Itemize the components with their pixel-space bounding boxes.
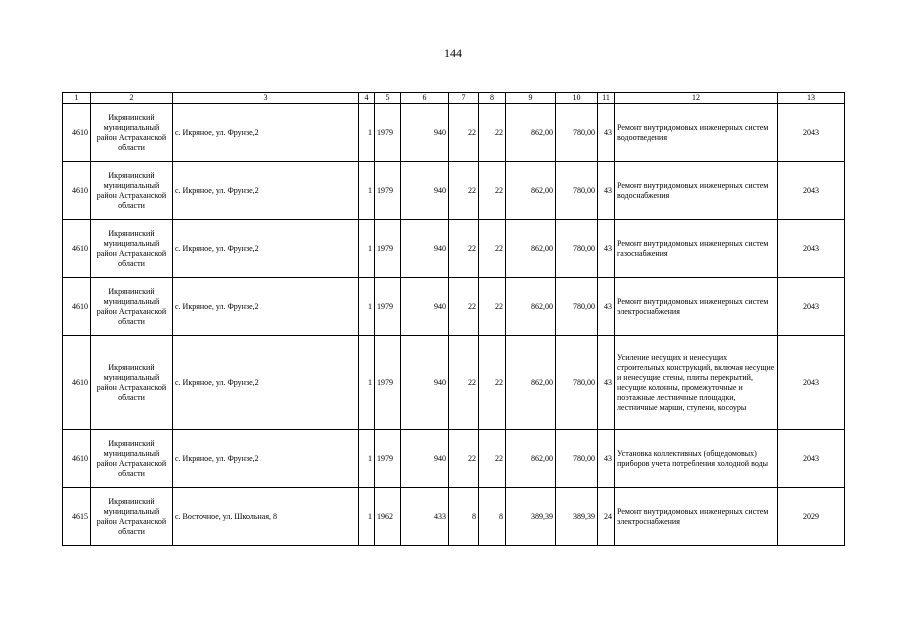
address-cell: с. Икряное, ул. Фрунзе,2 <box>173 278 359 336</box>
table-row <box>63 162 845 220</box>
column-header: 2 <box>91 93 173 104</box>
address-cell: с. Восточное, ул. Школьная, 8 <box>173 488 359 546</box>
column-header: 13 <box>778 93 845 104</box>
col4-cell: 1 <box>359 162 375 220</box>
col4-cell: 1 <box>359 430 375 488</box>
district-cell: Икрянинский муниципальный район Астраханской области <box>91 220 173 278</box>
col9-cell: 862,00 <box>506 162 556 220</box>
capital-repair-table <box>62 92 845 546</box>
table-row <box>63 104 845 162</box>
plan-year-cell: 2043 <box>778 278 845 336</box>
build-year-cell: 1979 <box>375 220 401 278</box>
column-header: 8 <box>479 93 506 104</box>
table-row <box>63 488 845 546</box>
col4-cell: 1 <box>359 488 375 546</box>
column-header: 9 <box>506 93 556 104</box>
column-header: 11 <box>598 93 615 104</box>
district-cell: Икрянинский муниципальный район Астраханской области <box>91 336 173 430</box>
column-header: 1 <box>63 93 91 104</box>
col10-cell: 780,00 <box>556 430 598 488</box>
col8-cell: 22 <box>479 220 506 278</box>
column-header: 7 <box>449 93 479 104</box>
plan-year-cell: 2043 <box>778 104 845 162</box>
col4-cell: 1 <box>359 220 375 278</box>
table-row <box>63 220 845 278</box>
col6-cell: 940 <box>401 220 449 278</box>
address-cell: с. Икряное, ул. Фрунзе,2 <box>173 104 359 162</box>
district-cell: Икрянинский муниципальный район Астраханской области <box>91 278 173 336</box>
plan-year-cell: 2043 <box>778 430 845 488</box>
plan-year-cell: 2043 <box>778 220 845 278</box>
build-year-cell: 1979 <box>375 162 401 220</box>
row-id: 4610 <box>63 430 91 488</box>
work-type-cell: Ремонт внутридомовых инженерных систем водоснабжения <box>615 162 778 220</box>
col9-cell: 389,39 <box>506 488 556 546</box>
address-cell: с. Икряное, ул. Фрунзе,2 <box>173 336 359 430</box>
table-row <box>63 336 845 430</box>
column-header: 10 <box>556 93 598 104</box>
column-header: 6 <box>401 93 449 104</box>
row-id: 4610 <box>63 336 91 430</box>
col7-cell: 22 <box>449 336 479 430</box>
district-cell: Икрянинский муниципальный район Астраханской области <box>91 430 173 488</box>
col9-cell: 862,00 <box>506 220 556 278</box>
row-id: 4610 <box>63 162 91 220</box>
build-year-cell: 1979 <box>375 430 401 488</box>
col10-cell: 780,00 <box>556 278 598 336</box>
col11-cell: 43 <box>598 162 615 220</box>
address-cell: с. Икряное, ул. Фрунзе,2 <box>173 162 359 220</box>
plan-year-cell: 2043 <box>778 336 845 430</box>
col7-cell: 8 <box>449 488 479 546</box>
work-type-cell: Ремонт внутридомовых инженерных систем электроснабжения <box>615 488 778 546</box>
table-row <box>63 278 845 336</box>
col9-cell: 862,00 <box>506 336 556 430</box>
col6-cell: 940 <box>401 336 449 430</box>
col11-cell: 24 <box>598 488 615 546</box>
column-header: 3 <box>173 93 359 104</box>
col8-cell: 22 <box>479 278 506 336</box>
address-cell: с. Икряное, ул. Фрунзе,2 <box>173 220 359 278</box>
district-cell: Икрянинский муниципальный район Астраханской области <box>91 162 173 220</box>
col10-cell: 780,00 <box>556 104 598 162</box>
col7-cell: 22 <box>449 162 479 220</box>
col10-cell: 780,00 <box>556 162 598 220</box>
column-number-row <box>63 93 845 104</box>
col9-cell: 862,00 <box>506 278 556 336</box>
col6-cell: 433 <box>401 488 449 546</box>
col8-cell: 8 <box>479 488 506 546</box>
column-header: 4 <box>359 93 375 104</box>
work-type-cell: Установка коллективных (общедомовых) приборов учета потребления холодной воды <box>615 430 778 488</box>
col6-cell: 940 <box>401 162 449 220</box>
work-type-cell: Усиление несущих и ненесущих строительных конструкций, включая несущие и ненесущие стены, плиты перекрытий, несущие колонны, промежуточные и поэтажные лестничные площадки, лестничные марши, ступени, косоуры <box>615 336 778 430</box>
plan-year-cell: 2029 <box>778 488 845 546</box>
column-header: 5 <box>375 93 401 104</box>
build-year-cell: 1979 <box>375 104 401 162</box>
plan-year-cell: 2043 <box>778 162 845 220</box>
row-id: 4615 <box>63 488 91 546</box>
col4-cell: 1 <box>359 278 375 336</box>
col4-cell: 1 <box>359 104 375 162</box>
col7-cell: 22 <box>449 430 479 488</box>
col8-cell: 22 <box>479 336 506 430</box>
district-cell: Икрянинский муниципальный район Астраханской области <box>91 104 173 162</box>
work-type-cell: Ремонт внутридомовых инженерных систем газоснабжения <box>615 220 778 278</box>
col10-cell: 780,00 <box>556 220 598 278</box>
work-type-cell: Ремонт внутридомовых инженерных систем водоотведения <box>615 104 778 162</box>
col4-cell: 1 <box>359 336 375 430</box>
page-number: 144 <box>444 46 462 60</box>
district-cell: Икрянинский муниципальный район Астраханской области <box>91 488 173 546</box>
row-id: 4610 <box>63 104 91 162</box>
col7-cell: 22 <box>449 104 479 162</box>
row-id: 4610 <box>63 278 91 336</box>
work-type-cell: Ремонт внутридомовых инженерных систем электроснабжения <box>615 278 778 336</box>
col8-cell: 22 <box>479 430 506 488</box>
col10-cell: 389,39 <box>556 488 598 546</box>
col8-cell: 22 <box>479 104 506 162</box>
col6-cell: 940 <box>401 104 449 162</box>
col9-cell: 862,00 <box>506 430 556 488</box>
col11-cell: 43 <box>598 430 615 488</box>
col11-cell: 43 <box>598 104 615 162</box>
col11-cell: 43 <box>598 278 615 336</box>
build-year-cell: 1979 <box>375 336 401 430</box>
col11-cell: 43 <box>598 220 615 278</box>
col10-cell: 780,00 <box>556 336 598 430</box>
row-id: 4610 <box>63 220 91 278</box>
col7-cell: 22 <box>449 220 479 278</box>
col6-cell: 940 <box>401 278 449 336</box>
col11-cell: 43 <box>598 336 615 430</box>
build-year-cell: 1962 <box>375 488 401 546</box>
build-year-cell: 1979 <box>375 278 401 336</box>
col8-cell: 22 <box>479 162 506 220</box>
column-header: 12 <box>615 93 778 104</box>
col9-cell: 862,00 <box>506 104 556 162</box>
col6-cell: 940 <box>401 430 449 488</box>
col7-cell: 22 <box>449 278 479 336</box>
table-row <box>63 430 845 488</box>
address-cell: с. Икряное, ул. Фрунзе,2 <box>173 430 359 488</box>
